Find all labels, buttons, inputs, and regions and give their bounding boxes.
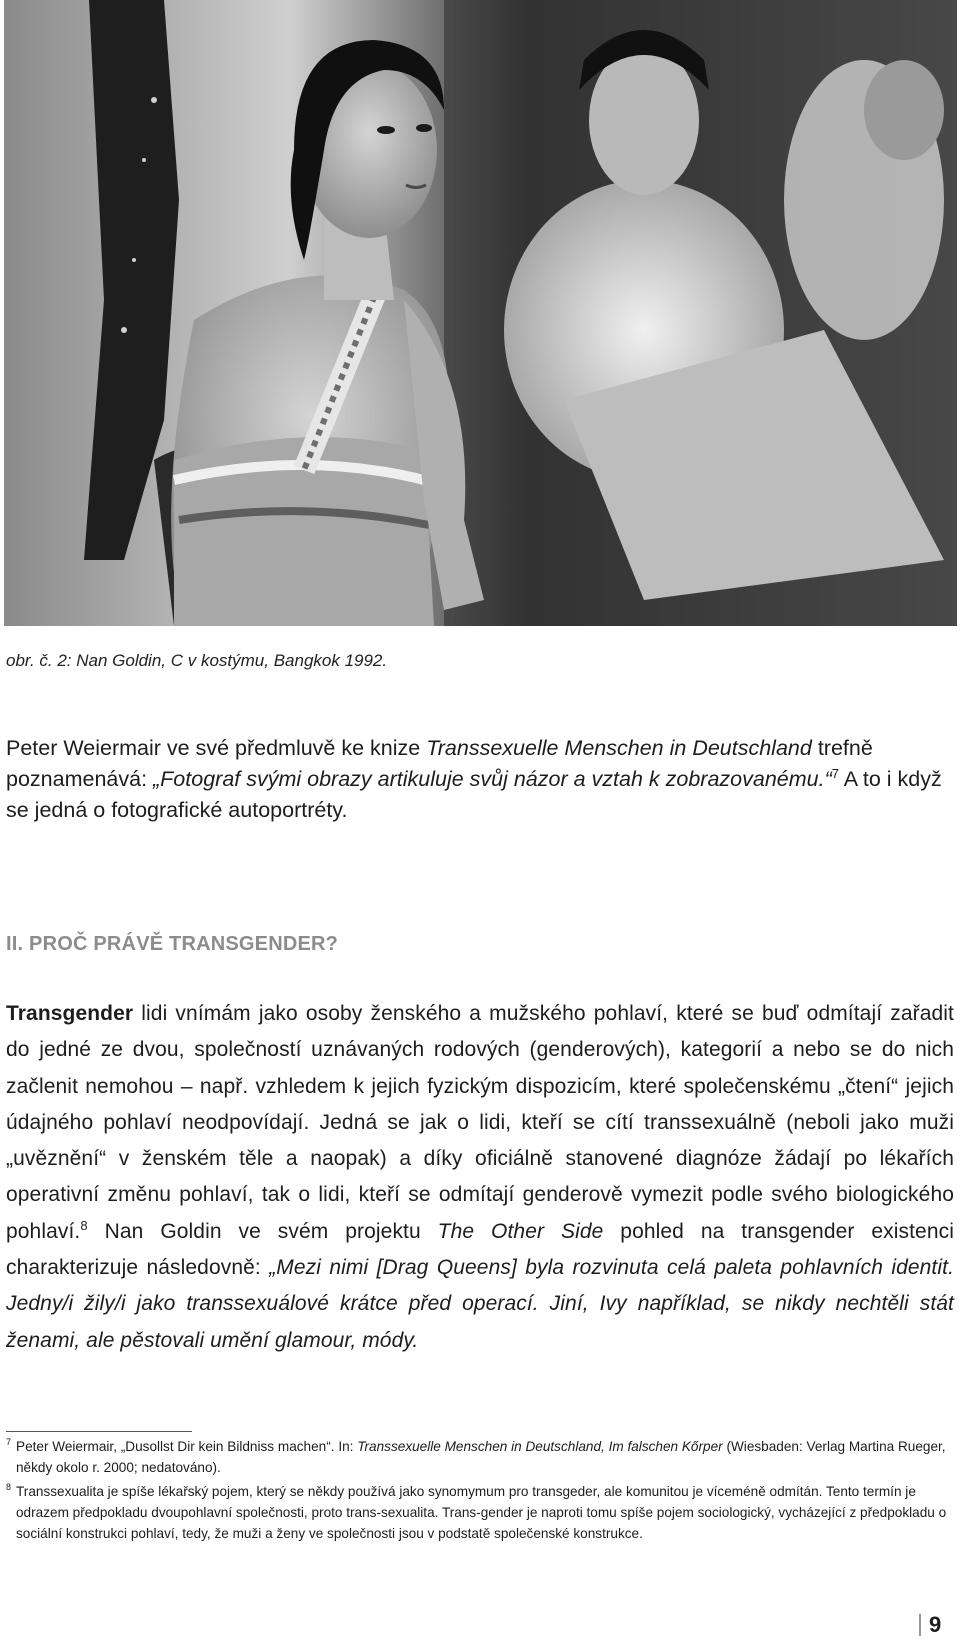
footnote-ref-8[interactable]: 8 — [80, 1217, 88, 1233]
figure-caption: obr. č. 2: Nan Goldin, C v kostýmu, Bangkok 1992. — [6, 651, 388, 670]
body-paragraph — [6, 996, 954, 1359]
page-number-divider — [919, 1614, 921, 1636]
footnote-ref-7[interactable]: 7 — [831, 765, 839, 781]
body-text-2: Nan Goldin ve svém projektu — [87, 1219, 438, 1243]
footnote-text: Peter Weiermair, „Dusollst Dir kein Bildniss machen“. In: — [16, 1439, 358, 1454]
intro-text-2: trefně poznamenává: — [6, 736, 873, 791]
page-number: 9 — [929, 1612, 942, 1637]
body-quote: „Mezi nimi [Drag Queens] byla rozvinuta celá paleta pohlavních identit. Jedny/i žily/i jako transsexuálové krátce před operací. Jiní, Ivy například, se nikdy nechtěli stát ženami, ale pěstovali umění glamour, módy. — [6, 1256, 954, 1352]
book-title: Transsexuelle Menschen in Deutschland — [426, 736, 812, 760]
intro-text-3: A to i když se jedná o fotografické autoportréty. — [6, 767, 942, 822]
footnotes — [6, 1436, 956, 1544]
body-text-3: pohled na transgender existenci charakterizuje následovně: — [6, 1219, 954, 1280]
footnote-divider — [6, 1431, 192, 1432]
photograph — [4, 0, 957, 626]
section-heading: II. PROČ PRÁVĚ TRANSGENDER? — [6, 933, 339, 955]
body-text-1: lidi vnímám jako osoby ženského a mužského pohlaví, které se buď odmítají zařadit do jedné ze dvou, společností uznávaných rodových (genderových), kategorií a nebo se do nich začlenit nemohou – např. vzhledem k jejich fyzickým dispozicím, které společenskému „čtení“ jejich údajného pohlaví neodpovídají. Jedná se jak o lidi, kteří se cítí transsexuálně (neboli jako muži „uvěznění“ v ženském těle a naopak) a díky oficiálně stanovené diagnóze žádají po lékařích operativní změnu pohlaví, tak o lidi, kteří se odmítají genderově vymezit podle svého biologického pohlaví. — [6, 1002, 954, 1243]
footnote-number: 7 — [6, 1437, 12, 1447]
footnote-number: 8 — [6, 1481, 12, 1492]
intro-text-1: Peter Weiermair ve své předmluvě ke knize — [6, 736, 427, 760]
footnote-text: (Wiesbaden: Verlag Martina Rueger, někdy okolo r. 2000; nedatováno). — [16, 1439, 946, 1476]
intro-quote: „Fotograf svými obrazy artikuluje svůj názor a vztah k zobrazovanému.“ — [153, 767, 832, 791]
term-transgender: Transgender — [6, 1002, 134, 1025]
project-title: The Other Side — [437, 1219, 604, 1243]
footnote-text: Transsexualita je spíše lékařský pojem, který se někdy používá jako synomymum pro transgeder, ale komunitou je víceméně odmítán. Tento termín je odrazem předpokladu dvoupohlavní společnosti, proto trans-sexualita. Trans-gender je naproti tomu spíše pojem sociologický, vycházející z předpokladu o sociální konstrukci pohlaví, tedy, že muži a ženy ve společnosti jsou v podstatě společenské konstrukce. — [16, 1483, 947, 1542]
footnote-7 — [6, 1436, 956, 1479]
intro-paragraph — [6, 733, 954, 826]
footnote-8 — [6, 1481, 956, 1545]
footnote-title: Transsexuelle Menschen in Deutschland, Im falschen Kőrper — [357, 1439, 723, 1454]
